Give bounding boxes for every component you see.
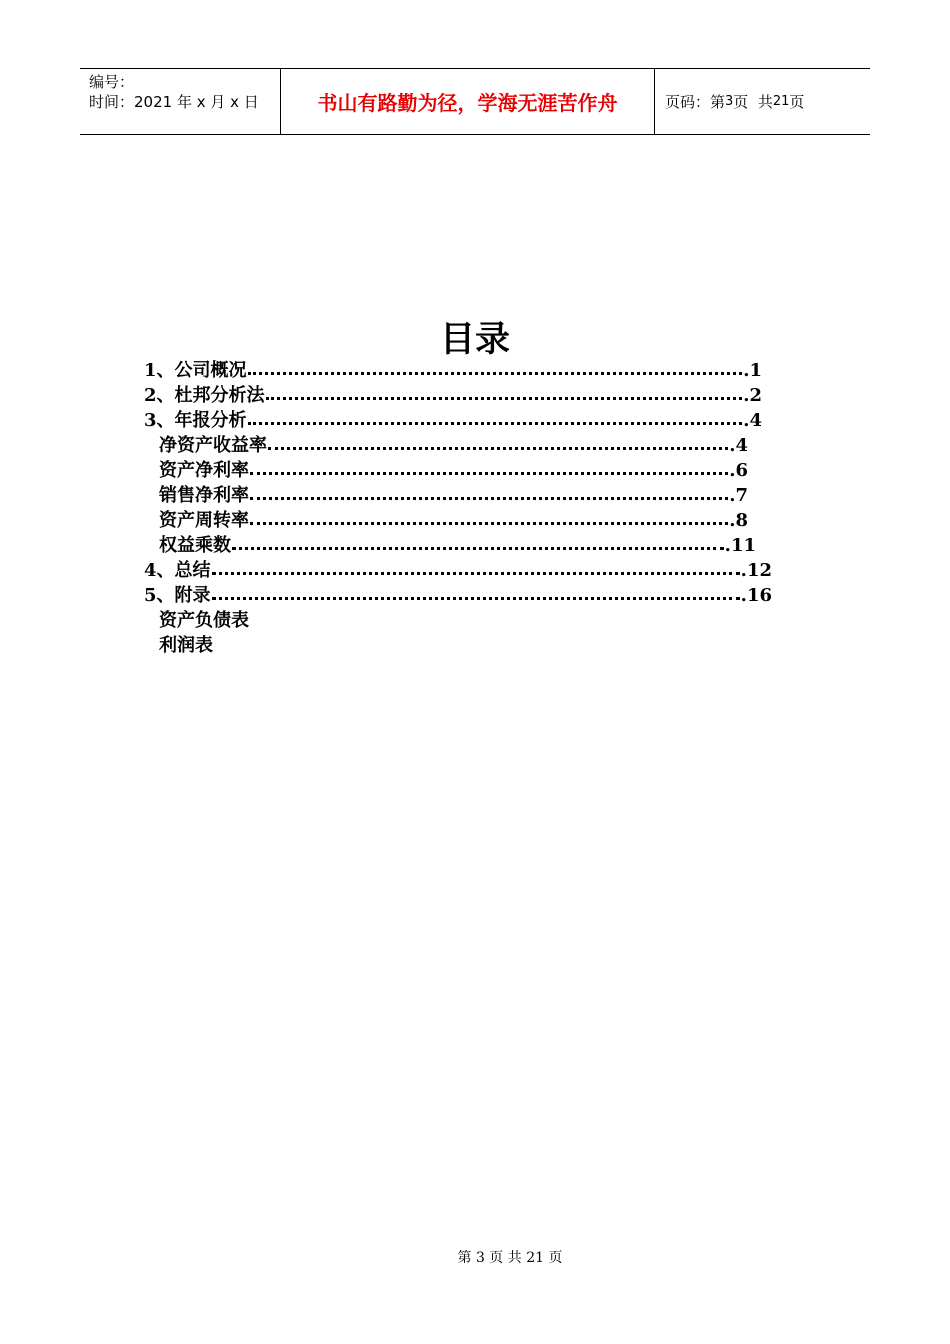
toc-entry-label: 2、杜邦分析法	[144, 385, 265, 406]
toc-entry[interactable]	[144, 408, 762, 433]
toc-leader-dots	[232, 547, 724, 550]
toc-entry-label: 5、附录	[144, 585, 211, 606]
doc-number-label: 编号：	[89, 73, 135, 91]
toc-entry-label: 销售净利率	[159, 485, 249, 506]
toc-entry[interactable]	[159, 483, 748, 508]
page-mid: 页 共	[733, 93, 773, 111]
toc-entry[interactable]	[144, 583, 772, 608]
header-motto: 书山有路勤为径，学海无涯苦作舟	[281, 69, 655, 134]
toc-entry-label: 净资产收益率	[159, 435, 267, 456]
toc-leader-dots	[248, 422, 743, 425]
page-suffix: 页	[789, 93, 805, 111]
page-header	[80, 68, 870, 135]
toc-leader-dots	[250, 472, 728, 475]
toc-entry-label: 1、公司概况	[144, 360, 247, 381]
toc-entry-page: .6	[729, 460, 748, 481]
page-total: 21	[772, 94, 790, 109]
toc-entry[interactable]	[144, 558, 772, 583]
toc-leader-dots	[250, 497, 728, 500]
toc-entry-label: 4、总结	[144, 560, 211, 581]
toc-leader-dots	[212, 572, 740, 575]
toc-entry-page: .7	[729, 485, 748, 506]
toc-entry-page: .4	[729, 435, 748, 456]
toc-entry-page: .11	[724, 535, 756, 556]
toc-entry-label: 权益乘数	[159, 535, 231, 556]
page-footer: 第 3 页 共 21 页	[457, 1250, 563, 1266]
page-title: 目录	[439, 320, 510, 360]
toc-entry-label: 利润表	[159, 635, 213, 656]
toc-entry[interactable]	[159, 433, 748, 458]
toc-leader-dots	[212, 597, 740, 600]
toc-entry[interactable]	[144, 383, 762, 408]
toc-leader-dots	[248, 372, 743, 375]
toc-entry-page: .16	[740, 585, 772, 606]
toc-entry-page: .8	[729, 510, 748, 531]
toc-entry-page: .2	[743, 385, 762, 406]
toc-entry[interactable]	[159, 508, 748, 533]
toc-leader-dots	[266, 397, 743, 400]
toc-entry-label: 3、年报分析	[144, 410, 247, 431]
doc-date-label: 时间：2021 年 x 月 x 日	[89, 93, 259, 111]
header-meta	[80, 69, 281, 134]
toc-entry[interactable]	[159, 458, 748, 483]
toc-entry[interactable]	[159, 533, 756, 558]
toc-leader-dots	[268, 447, 728, 450]
page-current: 3	[725, 94, 734, 109]
toc-entry[interactable]	[144, 358, 762, 383]
header-page-info	[655, 69, 870, 134]
toc-entry[interactable]	[159, 633, 213, 658]
toc-entry-page: .4	[743, 410, 762, 431]
toc-entry-page: .1	[743, 360, 762, 381]
toc-entry-page: .12	[740, 560, 772, 581]
toc-entry-label: 资产负债表	[159, 610, 249, 631]
toc-entry-label: 资产周转率	[159, 510, 249, 531]
toc-entry-label: 资产净利率	[159, 460, 249, 481]
toc-entry[interactable]	[159, 608, 249, 633]
page-prefix: 页码：第	[665, 93, 726, 111]
toc-leader-dots	[250, 522, 728, 525]
